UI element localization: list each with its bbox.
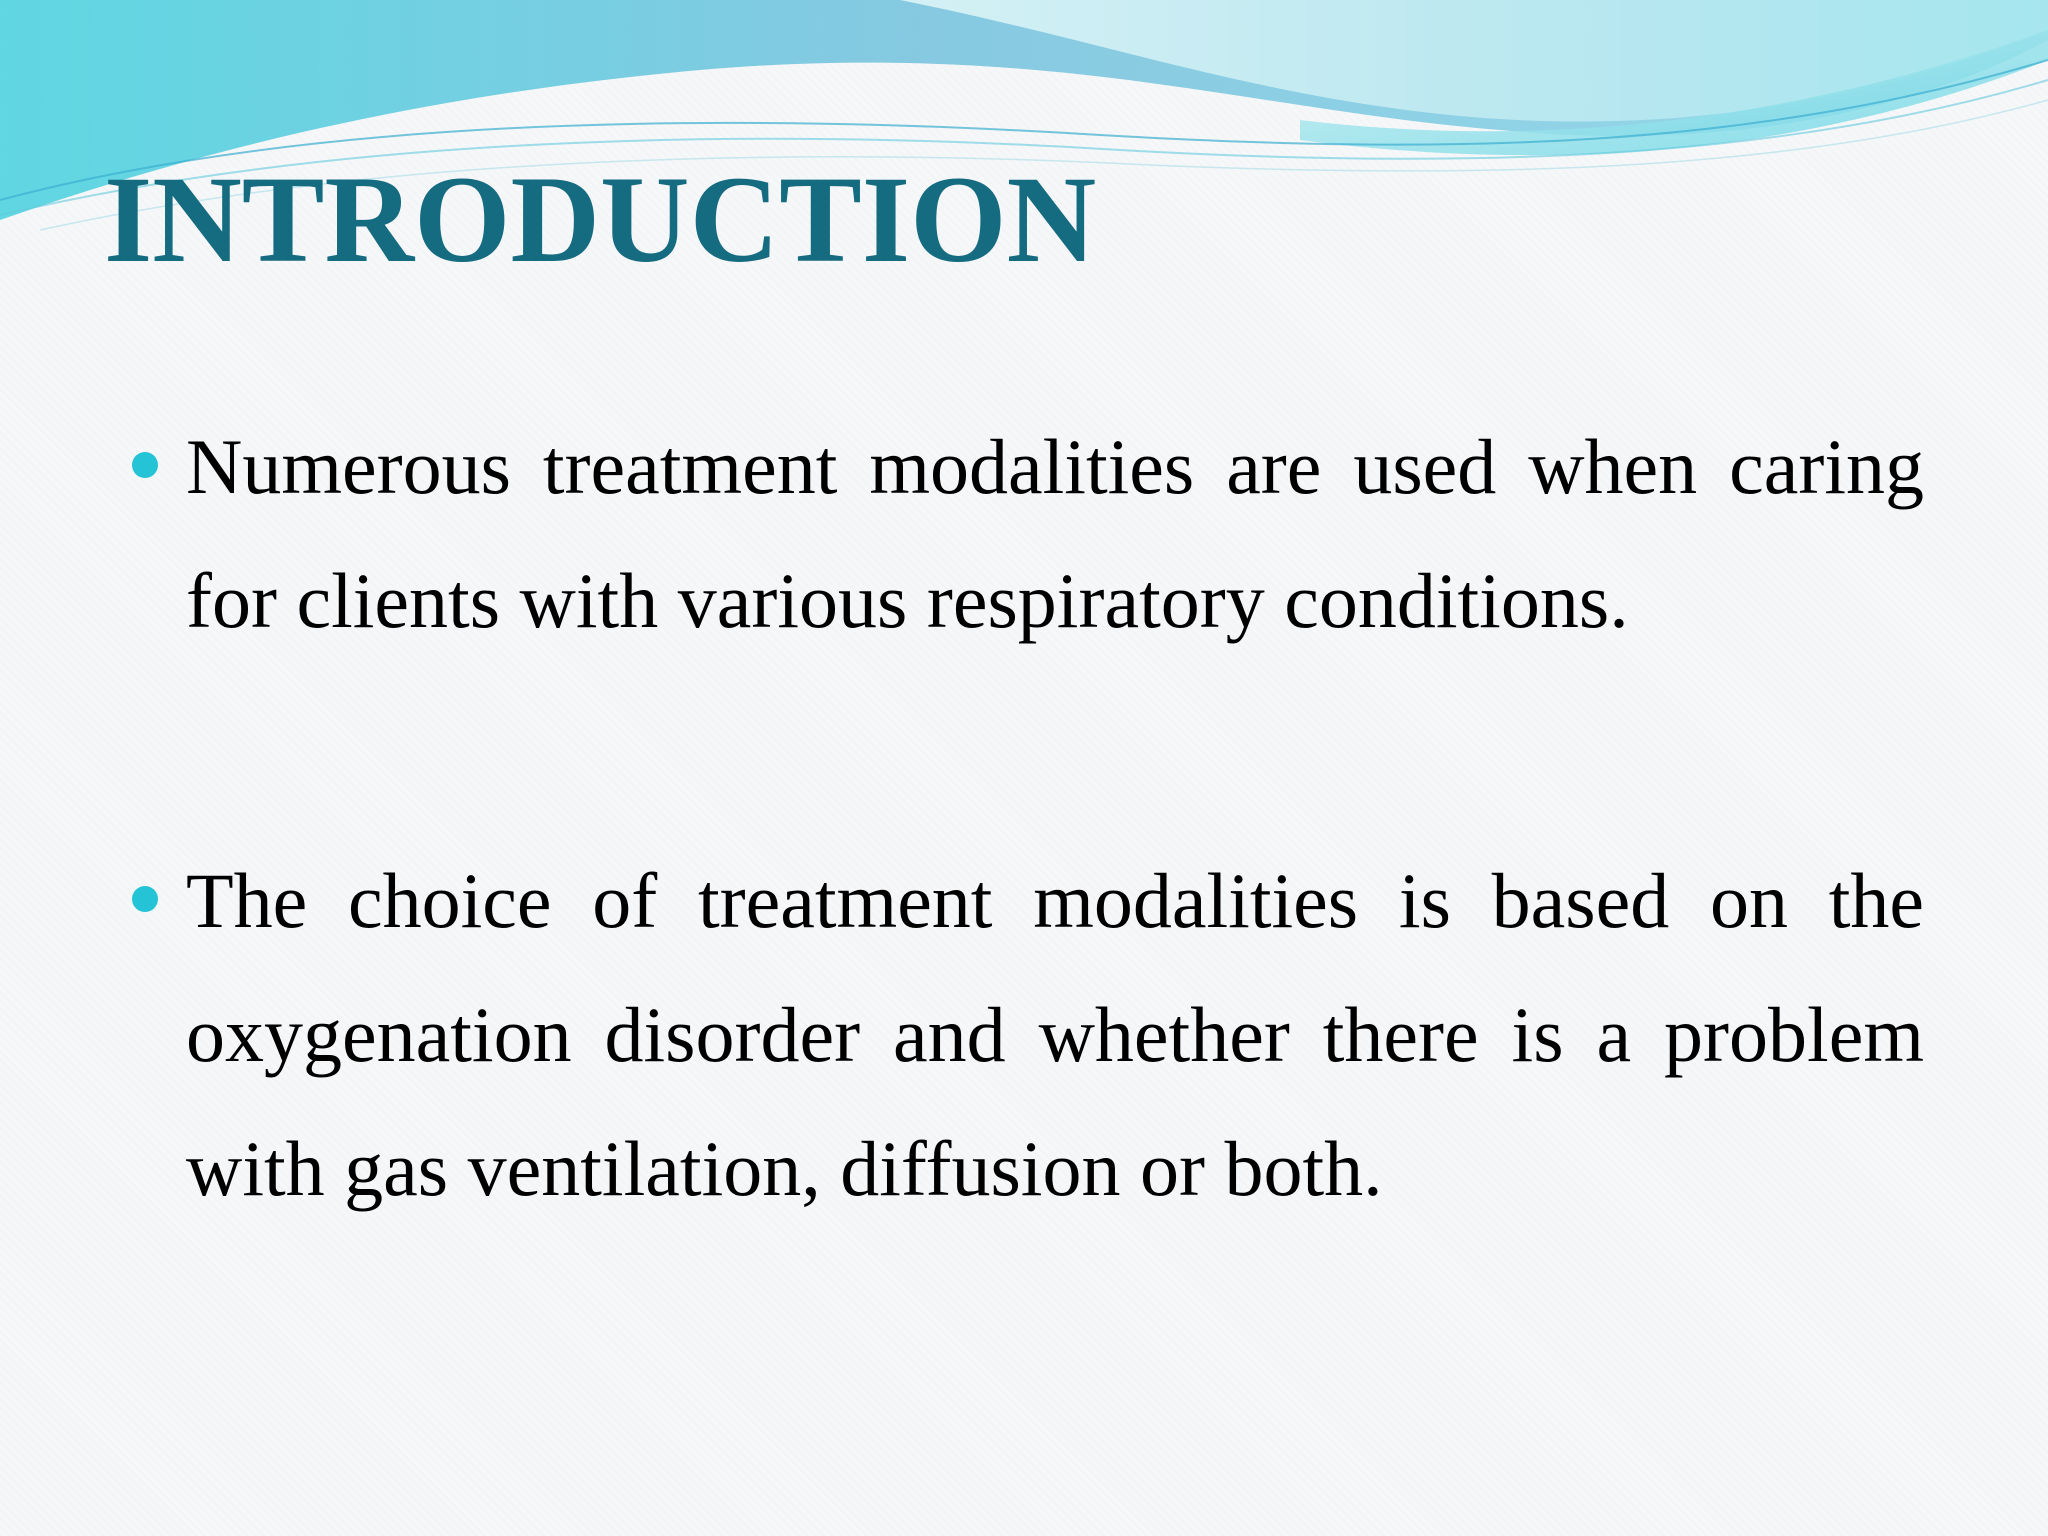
bullet-text: Numerous treatment modalities are used when caring for clients with various respiratory conditions. [186, 423, 1924, 644]
bullet-dot-icon [132, 452, 158, 478]
bullet-item [132, 400, 1924, 668]
slide-title: INTRODUCTION [104, 151, 1097, 288]
bullet-item [132, 834, 1924, 1236]
bullet-list [132, 400, 1924, 1236]
bullet-dot-icon [132, 886, 158, 912]
bullet-text: The choice of treatment modalities is based on the oxygenation disorder and whether there is a problem with gas ventilation, diffusion or both. [186, 857, 1924, 1212]
